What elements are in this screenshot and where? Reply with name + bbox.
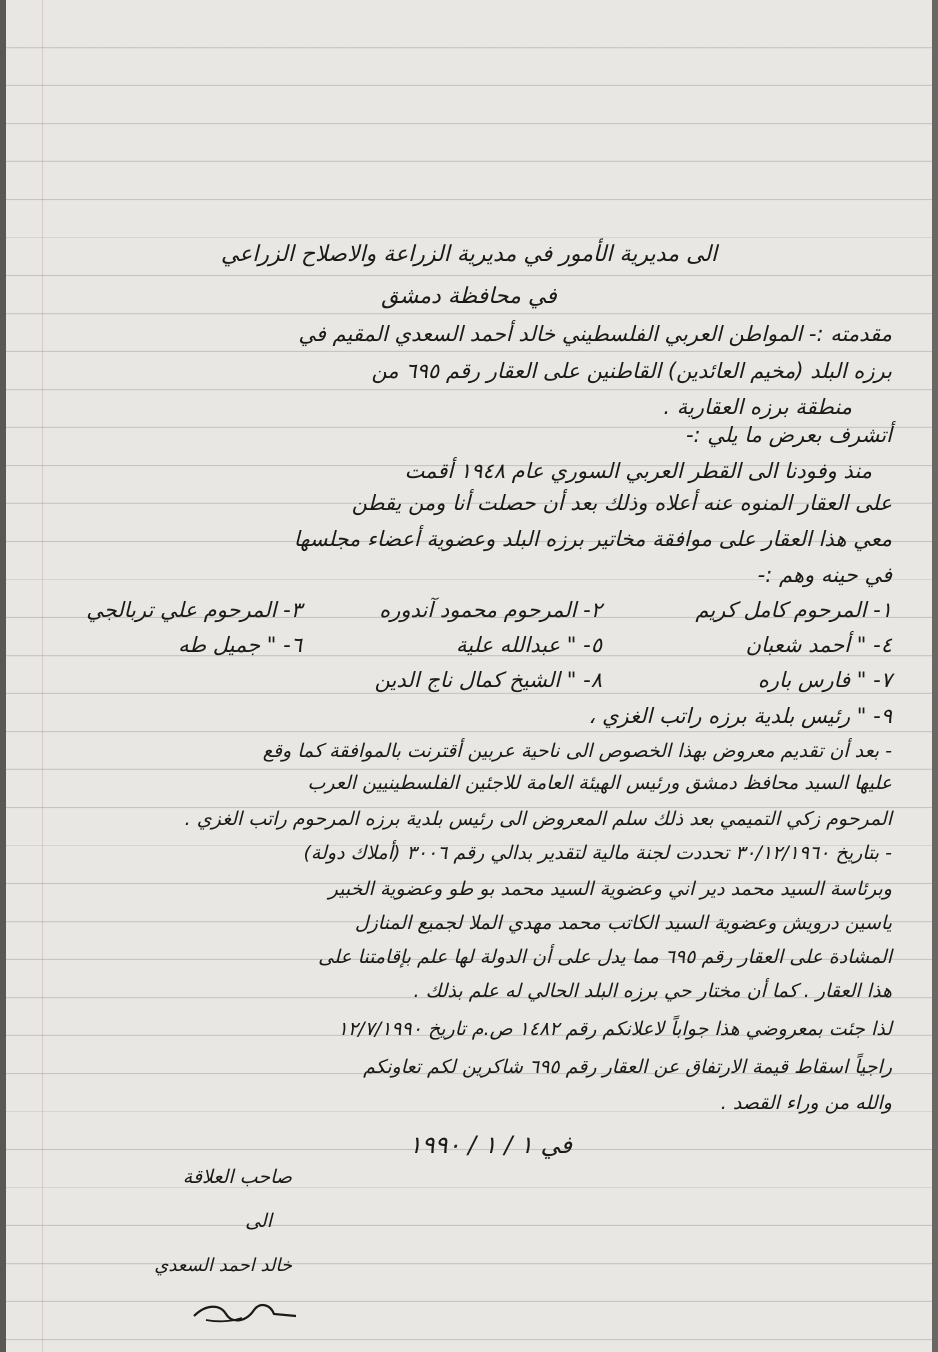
names-cell: ٥- " عبدالله علية: [456, 633, 602, 657]
margin-line: [42, 0, 43, 1352]
page-edge-shadow-right: [932, 0, 938, 1352]
body-line: - بتاريخ ٣٠/١٢/١٩٦٠ تحددت لجنة مالية لتقدير بدالي رقم ٣٠٠٦ (أملاك دولة): [303, 842, 892, 864]
body-line: راجياً اسقاط قيمة الارتفاق عن العقار رقم ٦٩٥ شاكرين لكم تعاونكم: [363, 1056, 892, 1078]
names-cell: ٨- " الشيخ كمال ناج الدين: [374, 668, 602, 692]
intro-line-4: أتشرف بعرض ما يلي :-: [685, 423, 892, 447]
closing-sub: الى: [245, 1210, 272, 1232]
names-cell: ٤- " أحمد شعبان: [745, 633, 892, 657]
closing-title: صاحب العلاقة: [182, 1166, 292, 1188]
body-line: في حينه وهم :-: [757, 563, 892, 587]
body-line: - بعد أن تقديم معروض بهذا الخصوص الى ناحية عربين أقترنت بالموافقة كما وقع: [262, 740, 892, 762]
body-line: ياسين درويش وعضوية السيد الكاتب محمد مهدي الملا لجميع المنازل: [354, 912, 892, 934]
body-line: المشادة على العقار رقم ٦٩٥ مما يدل على أن الدولة لها علم بإقامتنا على: [318, 946, 892, 968]
body-line: منذ وفودنا الى القطر العربي السوري عام ١٩٤٨ أقمت: [404, 459, 872, 483]
names-cell: ٦- " جميل طه: [178, 633, 302, 657]
names-cell: ١- المرحوم كامل كريم: [695, 598, 892, 622]
names-cell: ٣- المرحوم علي تربالجي: [86, 598, 302, 622]
ruled-paper: [6, 0, 932, 1352]
intro-line-2: برزه البلد (مخيم العائدين) القاطنين على العقار رقم ٦٩٥ من: [371, 359, 892, 383]
body-line: المرحوم زكي التميمي بعد ذلك سلم المعروض الى رئيس بلدية برزه المرحوم راتب الغزي .: [184, 808, 892, 830]
body-line: هذا العقار . كما أن مختار حي برزه البلد الحالي له علم بذلك .: [413, 980, 892, 1002]
letter-date: في ١ / ١ / ١٩٩٠: [408, 1131, 572, 1159]
signer-name: خالد احمد السعدي: [154, 1255, 292, 1276]
body-line: معي هذا العقار على موافقة مخاتير برزه البلد وعضوية أعضاء مجلسها: [293, 527, 892, 551]
intro-line-3: منطقة برزه العقارية .: [663, 395, 852, 419]
body-line: عليها السيد محافظ دمشق ورئيس الهيئة العامة للاجئين الفلسطينيين العرب: [307, 772, 892, 794]
intro-line-1: مقدمته :- المواطن العربي الفلسطيني خالد أحمد السعدي المقيم في: [298, 322, 892, 346]
heading-line-2: في محافظة دمشق: [381, 284, 557, 309]
body-line: على العقار المنوه عنه أعلاه وذلك بعد أن حصلت أنا ومن يقطن: [351, 491, 892, 515]
body-line: لذا جئت بمعروضي هذا جواباً لاعلانكم رقم ١٤٨٢ ص.م تاريخ ١٢/٧/١٩٩٠: [337, 1018, 892, 1040]
names-cell: ٩- " رئيس بلدية برزه راتب الغزي ،: [588, 704, 892, 728]
heading-line-1: الى مديرية الأمور في مديرية الزراعة والاصلاح الزراعي: [220, 242, 718, 267]
names-cell: ٧- " فارس باره: [757, 668, 892, 692]
names-cell: ٢- المرحوم محمود آندوره: [379, 598, 602, 622]
body-line: والله من وراء القصد .: [720, 1092, 892, 1114]
signature-mark: [186, 1292, 306, 1332]
body-line: وبرئاسة السيد محمد دير اني وعضوية السيد محمد بو طو وعضوية الخبير: [328, 878, 892, 900]
